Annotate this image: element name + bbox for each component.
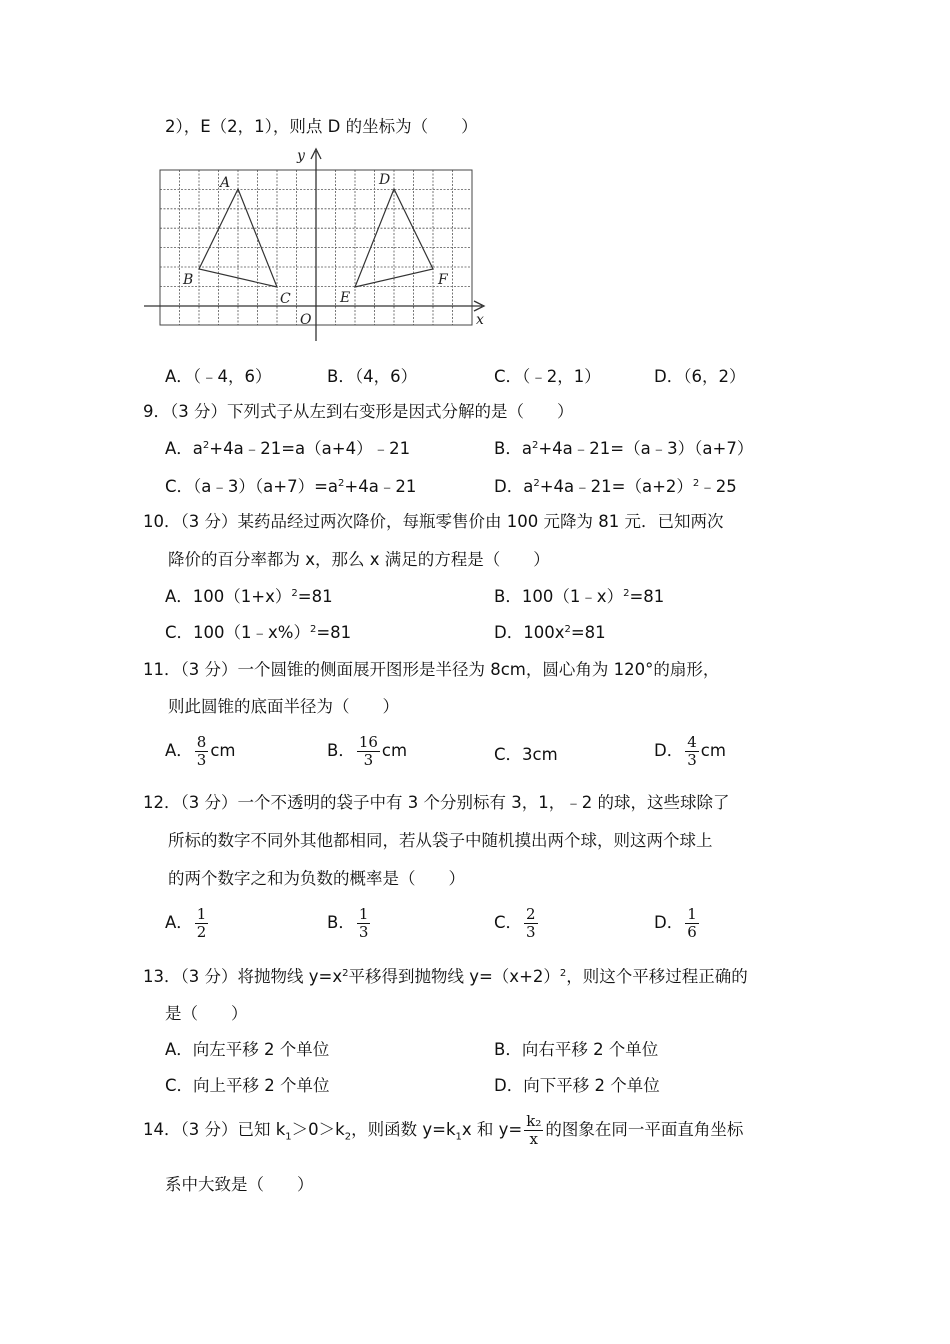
q10-option-c[interactable]: C．100（1﹣x%）$^2$=81	[165, 623, 352, 642]
label-a: A	[220, 175, 231, 191]
q9-option-c[interactable]: C．$(a﹣3)(a+7)=a^2+4a﹣21$	[165, 477, 417, 496]
fraction: $\frac{1}{2}$	[196, 905, 207, 941]
fraction: $\frac{1}{6}$	[687, 905, 697, 941]
q12-stem-line2: 所标的数字不同外其他都相同，若从袋子中随机摸出两个球，则这两个球上	[168, 831, 713, 850]
q11-stem-line2: 则此圆锥的底面半径为（ ）	[168, 697, 399, 716]
y-axis-label: y	[297, 148, 305, 164]
q13-option-b[interactable]: B．向右平移 2 个单位	[494, 1040, 659, 1059]
fraction: $\frac{1}{3}$	[358, 905, 369, 941]
q13-option-a[interactable]: A．向左平移 2 个单位	[165, 1040, 330, 1059]
q10-option-b[interactable]: B．100（1﹣x）$^2$=81	[494, 587, 665, 606]
q13-stem-line2: 是（ ）	[165, 1004, 248, 1023]
coordinate-grid-figure	[140, 145, 500, 345]
q14-stem-line1: 14．（3 分）已知 $k_1>0>k_2$，则函数 $y=k_1x$ 和 y= $\frac{\text{k₂}}{x}$ 的图象在同一平面直角坐标	[143, 1112, 744, 1148]
q11-option-d[interactable]: D． $\frac{4}{3}$ cm	[654, 733, 726, 769]
x-axis-label: x	[476, 312, 484, 328]
q9-stem: 9．（3 分）下列式子从左到右变形是因式分解的是（ ）	[143, 402, 574, 421]
label-b: B	[183, 272, 194, 288]
q11-option-a[interactable]: A． $\frac{8}{3}$ cm	[165, 733, 236, 769]
fraction: $\frac{16}{3}$	[358, 733, 378, 769]
q10-stem-line2: 降价的百分率都为 x，那么 x 满足的方程是（ ）	[168, 550, 550, 569]
q13-option-d[interactable]: D．向下平移 2 个单位	[494, 1076, 660, 1095]
q11-stem-line1: 11．（3 分）一个圆锥的侧面展开图形是半径为 8cm，圆心角为 120°的扇形，	[143, 660, 720, 679]
q12-option-d[interactable]: D． $\frac{1}{6}$	[654, 905, 697, 941]
q12-option-c[interactable]: C． $\frac{2}{3}$	[494, 905, 536, 941]
fraction: $\frac{\text{k₂}}{x}$	[526, 1112, 542, 1148]
q8-option-c[interactable]: C．（﹣2，1）	[494, 367, 601, 386]
fraction: $\frac{4}{3}$	[687, 733, 697, 769]
fraction: $\frac{2}{3}$	[526, 905, 536, 941]
fraction: $\frac{8}{3}$	[196, 733, 207, 769]
q14-stem-line2: 系中大致是（ ）	[165, 1175, 314, 1194]
q10-option-a[interactable]: A．$100(1+x)^2=81$	[165, 587, 333, 606]
q8-option-a[interactable]: A．（﹣4，6）	[165, 367, 272, 386]
q13-stem-line1: 13．（3 分）将抛物线 $y=x^2$平移得到抛物线 $y=(x+2)^2$，则这个平移过程正确的	[143, 967, 748, 986]
q10-stem-line1: 10．（3 分）某药品经过两次降价，每瓶零售价由 100 元降为 81 元．已知两次	[143, 512, 724, 531]
q12-option-b[interactable]: B． $\frac{1}{3}$	[327, 905, 369, 941]
q12-stem-line1: 12．（3 分）一个不透明的袋子中有 3 个分别标有 3，1，﹣2 的球，这些球除了	[143, 793, 730, 812]
q9-option-a[interactable]: A．$a^2+4a﹣21=a(a+4)﹣21$	[165, 439, 411, 458]
label-e: E	[340, 290, 351, 306]
label-c: C	[280, 291, 291, 307]
label-d: D	[379, 172, 391, 188]
q12-option-a[interactable]: A． $\frac{1}{2}$	[165, 905, 207, 941]
q13-option-c[interactable]: C．向上平移 2 个单位	[165, 1076, 330, 1095]
q12-stem-line3: 的两个数字之和为负数的概率是（ ）	[168, 869, 465, 888]
q11-option-c[interactable]: C．3cm	[494, 745, 558, 764]
q8-stem-tail: 2），E（2，1），则点 D 的坐标为（ ）	[165, 117, 478, 136]
q8-option-b[interactable]: B．（4，6）	[327, 367, 418, 386]
q9-option-d[interactable]: D．$a^2+4a﹣21=(a+2)^2﹣25$	[494, 477, 737, 496]
q11-option-b[interactable]: B． $\frac{16}{3}$ cm	[327, 733, 408, 769]
q8-option-d[interactable]: D．（6，2）	[654, 367, 746, 386]
q10-option-d[interactable]: D．$100x^2=81$	[494, 623, 606, 642]
label-f: F	[438, 272, 448, 288]
origin-label: O	[300, 312, 312, 328]
q9-option-b[interactable]: B．$a^2+4a﹣21=(a﹣3)(a+7)$	[494, 439, 754, 458]
